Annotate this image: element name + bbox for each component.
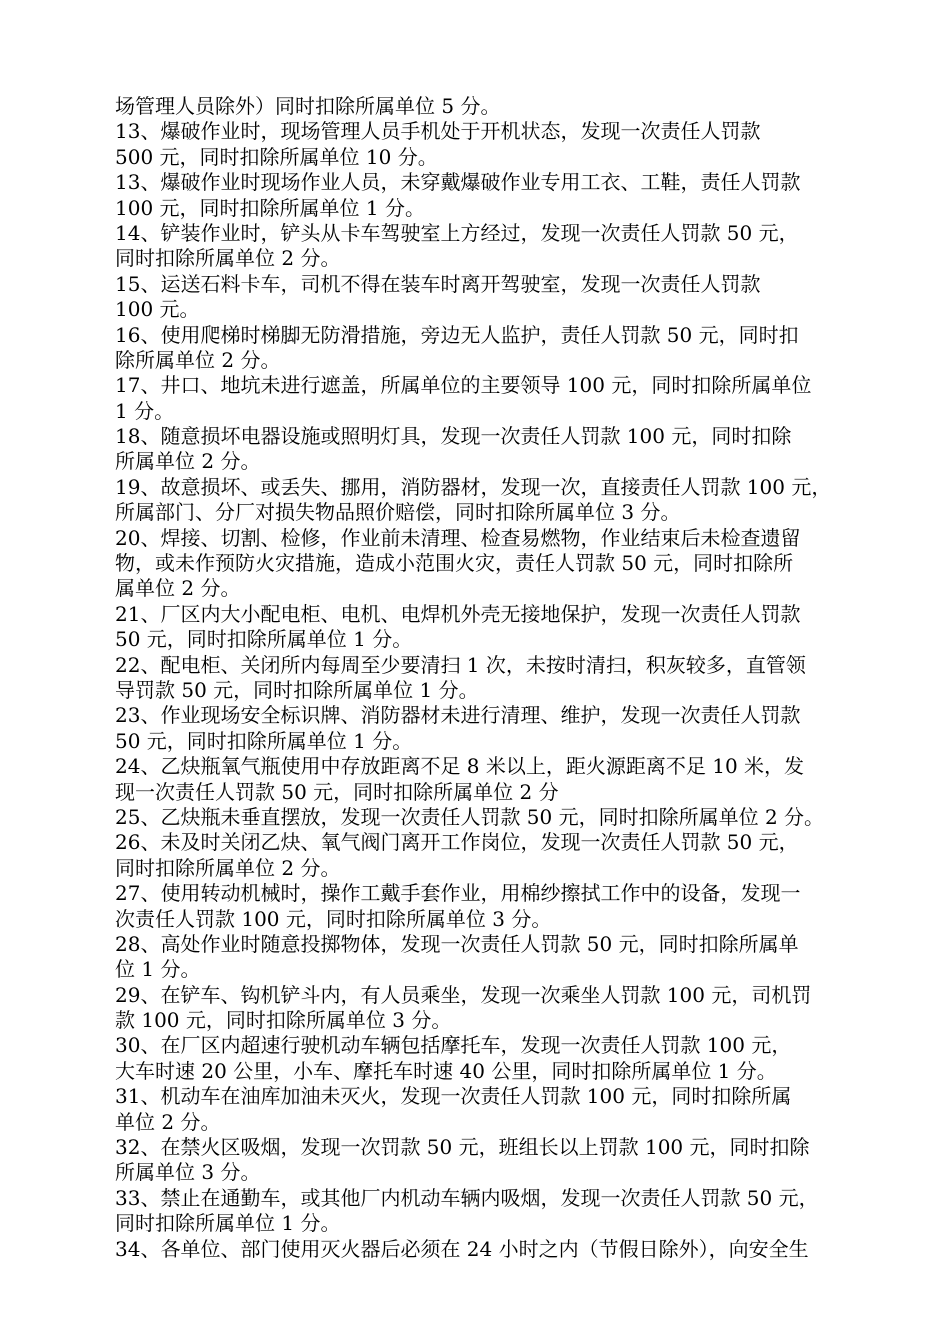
text-line: 大车时速 20 公里，小车、摩托车时速 40 公里，同时扣除所属单位 1 分。 [115, 1058, 777, 1083]
text-line: 20、焊接、切割、检修，作业前未清理、检查易燃物，作业结束后未检查遗留 [115, 525, 801, 550]
text-line: 34、各单位、部门使用灭火器后必须在 24 小时之内（节假日除外），向安全生 [115, 1236, 809, 1261]
text-line: 100 元，同时扣除所属单位 1 分。 [115, 195, 425, 220]
text-line: 款 100 元，同时扣除所属单位 3 分。 [115, 1008, 452, 1033]
text-line: 导罚款 50 元，同时扣除所属单位 1 分。 [115, 677, 479, 702]
text-line: 次责任人罚款 100 元，同时扣除所属单位 3 分。 [115, 906, 552, 931]
text-line: 31、机动车在油库加油未灭火，发现一次责任人罚款 100 元，同时扣除所属 [115, 1084, 792, 1109]
text-line: 同时扣除所属单位 2 分。 [115, 855, 341, 880]
text-line: 场管理人员除外）同时扣除所属单位 5 分。 [115, 94, 501, 118]
text-line: 24、乙炔瓶氧气瓶使用中存放距离不足 8 米以上，距火源距离不足 10 米，发 [115, 754, 805, 779]
text-line: 16、使用爬梯时梯脚无防滑措施，旁边无人监护，责任人罚款 50 元，同时扣 [115, 322, 799, 347]
text-line: 13、爆破作业时，现场管理人员手机处于开机状态，发现一次责任人罚款 [115, 119, 761, 144]
text-line: 同时扣除所属单位 2 分。 [115, 246, 341, 271]
text-line: 单位 2 分。 [115, 1109, 221, 1134]
text-line: 27、使用转动机械时，操作工戴手套作业，用棉纱擦拭工作中的设备，发现一 [115, 881, 801, 906]
text-line: 26、未及时关闭乙炔、氧气阀门离开工作岗位，发现一次责任人罚款 50 元， [115, 830, 799, 855]
text-line: 23、作业现场安全标识牌、消防器材未进行清理、维护，发现一次责任人罚款 [115, 703, 801, 728]
text-line: 除所属单位 2 分。 [115, 347, 281, 372]
document-body [115, 94, 843, 1262]
text-line: 所属单位 2 分。 [115, 449, 261, 474]
text-line: 18、随意损坏电器设施或照明灯具，发现一次责任人罚款 100 元，同时扣除 [115, 424, 792, 449]
text-line: 25、乙炔瓶未垂直摆放，发现一次责任人罚款 50 元，同时扣除所属单位 2 分。 [115, 804, 825, 829]
text-line: 33、禁止在通勤车，或其他厂内机动车辆内吸烟，发现一次责任人罚款 50 元， [115, 1185, 819, 1210]
text-line: 100 元。 [115, 297, 200, 322]
text-line: 19、故意损坏、或丢失、挪用，消防器材，发现一次，直接责任人罚款 100 元， [115, 474, 832, 499]
text-line: 21、厂区内大小配电柜、电机、电焊机外壳无接地保护，发现一次责任人罚款 [115, 601, 801, 626]
text-line: 28、高处作业时随意投掷物体，发现一次责任人罚款 50 元，同时扣除所属单 [115, 931, 799, 956]
text-line: 22、配电柜、关闭所内每周至少要清扫 1 次，未按时清扫，积灰较多，直管领 [115, 652, 806, 677]
text-line: 32、在禁火区吸烟，发现一次罚款 50 元，班组长以上罚款 100 元，同时扣除 [115, 1135, 810, 1160]
text-line: 物，或未作预防火灾措施，造成小范围火灾，责任人罚款 50 元，同时扣除所 [115, 551, 794, 576]
text-line: 50 元，同时扣除所属单位 1 分。 [115, 728, 413, 753]
text-line: 同时扣除所属单位 1 分。 [115, 1211, 341, 1236]
text-line: 13、爆破作业时现场作业人员，未穿戴爆破作业专用工衣、工鞋，责任人罚款 [115, 170, 801, 195]
text-line: 所属单位 3 分。 [115, 1160, 261, 1185]
text-line: 17、井口、地坑未进行遮盖，所属单位的主要领导 100 元，同时扣除所属单位 [115, 373, 812, 398]
text-line: 15、运送石料卡车，司机不得在装车时离开驾驶室，发现一次责任人罚款 [115, 271, 761, 296]
text-line: 属单位 2 分。 [115, 576, 241, 601]
text-line: 50 元，同时扣除所属单位 1 分。 [115, 627, 413, 652]
text-line: 现一次责任人罚款 50 元，同时扣除所属单位 2 分 [115, 779, 559, 804]
text-line: 14、铲装作业时，铲头从卡车驾驶室上方经过，发现一次责任人罚款 50 元， [115, 220, 799, 245]
text-line: 30、在厂区内超速行驶机动车辆包括摩托车，发现一次责任人罚款 100 元， [115, 1033, 792, 1058]
text-line: 500 元，同时扣除所属单位 10 分。 [115, 144, 438, 169]
text-line: 29、在铲车、钩机铲斗内，有人员乘坐，发现一次乘坐人罚款 100 元，司机罚 [115, 982, 812, 1007]
text-line: 位 1 分。 [115, 957, 201, 982]
text-line: 1 分。 [115, 398, 175, 423]
text-line: 所属部门、分厂对损失物品照价赔偿，同时扣除所属单位 3 分。 [115, 500, 681, 525]
